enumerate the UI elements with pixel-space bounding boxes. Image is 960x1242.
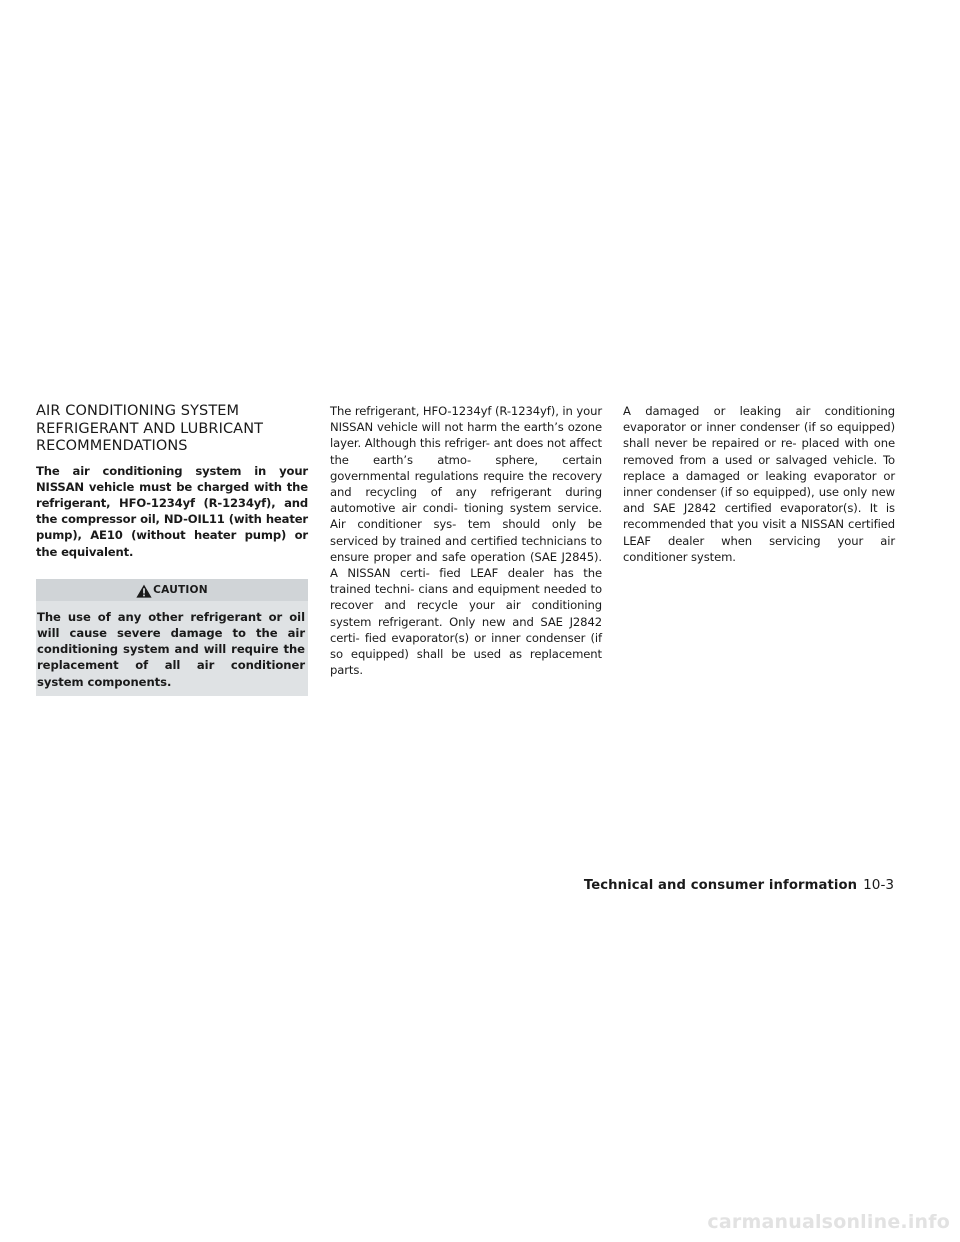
caution-box [36, 579, 308, 696]
caution-header [36, 579, 308, 601]
section-title [36, 403, 308, 456]
page-footer [558, 877, 894, 893]
warning-triangle-icon [136, 583, 152, 597]
refrigerant-paragraph: The refrigerant, HFO-1234yf (R-1234yf), in your NISSAN vehicle will not harm the earth’s ozone layer. Although this refriger- ant does not affect the earth’s atmo- sphere, certain governmental regulations require the recovery and recycling of any refrigerant during automotive air condi- tioning system service. Air conditioner sys- tem should only be serviced by trained and certified technicians to ensure proper and safe operation (SAE J2845). A NISSAN certi- fied LEAF dealer has the trained techni- cians and equipment needed to recover and recycle your air conditioning system refrigerant. Only new and SAE J2842 certi- fied evaporator(s) or inner condenser (if so equipped) shall be used as replacement parts. [330, 404, 602, 678]
section-title-line: AIR CONDITIONING SYSTEM [36, 403, 240, 419]
lead-paragraph: The air conditioning system in your NISSAN vehicle must be charged with the refrigerant, HFO-1234yf (R-1234yf), and the compressor oil, ND-OIL11 (with heater pump), AE10 (without heater pump) or the equivalent. [36, 463, 308, 559]
section-title-line: RECOMMENDATIONS [36, 438, 188, 454]
watermark: carmanualsonline.info [707, 1211, 950, 1233]
right-column [623, 403, 895, 565]
middle-column [330, 403, 602, 678]
caution-text: The use of any other refrigerant or oil will cause severe damage to the air conditioning system and will require the replacement of all air conditioner system components. [37, 609, 305, 689]
section-title-line: REFRIGERANT AND LUBRICANT [36, 420, 264, 437]
footer-section-name: Technical and consumer information [583, 878, 858, 893]
left-column [36, 403, 308, 696]
caution-label: CAUTION [153, 583, 208, 596]
page-number: 10-3 [863, 877, 894, 893]
evaporator-paragraph: A damaged or leaking air conditioning evaporator or inner condenser (if so equipped) shall never be repaired or re- placed with one removed from a used or salvaged vehicle. To replace a damaged or leaking evaporator or inner condenser (if so equipped), use only new and SAE J2842 certified evaporator(s). It is recommended that you visit a NISSAN certified LEAF dealer when servicing your air conditioner system. [623, 404, 895, 564]
